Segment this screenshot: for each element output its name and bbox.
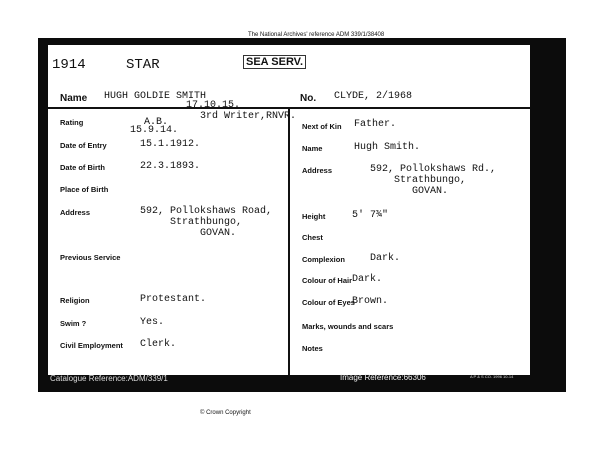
rating-date-2: 17.10.15.: [186, 100, 241, 111]
swim-label: Swim ?: [60, 319, 87, 328]
chest-label: Chest: [302, 233, 323, 242]
hair-colour-label: Colour of Hair: [302, 276, 352, 285]
rating-value-1: A.B.: [144, 117, 169, 128]
kin-name-label: Name: [302, 144, 323, 153]
kin-address-label: Address: [302, 166, 333, 175]
date-of-birth-value: 22.3.1893.: [140, 161, 201, 172]
address-value: 592, Pollokshaws Road, Strathbungo, GOVAN.: [140, 206, 273, 239]
archive-reference: The National Archives' reference ADM 339/1/38408: [248, 32, 385, 38]
place-of-birth-label: Place of Birth: [60, 185, 109, 194]
rating-date-1: 15.9.14.: [130, 125, 179, 136]
image-reference: Image Reference:66306: [340, 373, 426, 382]
column-divider: [288, 107, 290, 375]
date-of-entry-value: 15.1.1912.: [140, 139, 201, 150]
address-label: Address: [60, 208, 91, 217]
kin-address-value: 592, Pollokshaws Rd., Strathbungo, GOVAN.: [370, 164, 497, 197]
record-card: [48, 45, 530, 375]
card-star-title: STAR: [126, 57, 160, 73]
civil-employment-label: Civil Employment: [60, 341, 123, 350]
print-code: A P & S CO. 1996 10-14: [470, 374, 514, 379]
religion-value: Protestant.: [140, 294, 207, 305]
civil-employment-value: Clerk.: [140, 339, 177, 350]
notes-label: Notes: [302, 344, 323, 353]
card-year: 1914: [52, 57, 86, 73]
complexion-label: Complexion: [302, 255, 345, 264]
eye-colour-value: Brown.: [352, 296, 389, 307]
marks-label: Marks, wounds and scars: [302, 322, 394, 331]
sea-service-stamp: SEA SERV.: [243, 55, 306, 69]
next-of-kin-label: Next of Kin: [302, 122, 342, 131]
name-value: HUGH GOLDIE SMITH: [104, 91, 207, 102]
rating-value-2: 3rd Writer,RNVR.: [200, 111, 297, 122]
date-of-birth-label: Date of Birth: [60, 163, 105, 172]
copyright-notice: © Crown Copyright: [200, 410, 251, 416]
complexion-value: Dark.: [370, 253, 401, 264]
height-value: 5' 7¾": [352, 210, 389, 221]
catalogue-reference: Catalogue Reference:ADM/339/1: [50, 374, 168, 383]
kin-name-value: Hugh Smith.: [354, 142, 421, 153]
name-label: Name: [60, 93, 88, 104]
official-number-label: No.: [300, 93, 317, 104]
religion-label: Religion: [60, 296, 90, 305]
eye-colour-label: Colour of Eyes: [302, 298, 355, 307]
height-label: Height: [302, 212, 326, 221]
date-of-entry-label: Date of Entry: [60, 141, 107, 150]
next-of-kin-value: Father.: [354, 119, 397, 130]
swim-value: Yes.: [140, 317, 165, 328]
hair-colour-value: Dark.: [352, 274, 383, 285]
official-number-value: CLYDE, 2/1968: [334, 91, 413, 102]
previous-service-label: Previous Service: [60, 253, 121, 262]
rating-label: Rating: [60, 118, 84, 127]
